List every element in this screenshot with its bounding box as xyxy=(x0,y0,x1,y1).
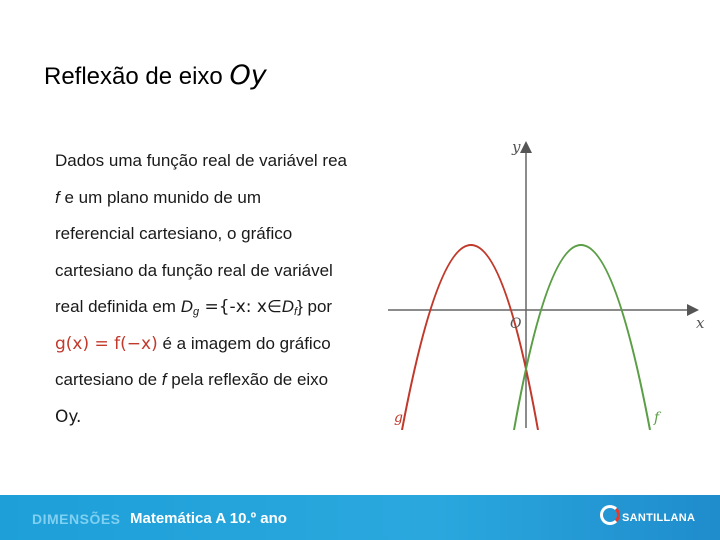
text-line-5-c: } por xyxy=(297,297,333,316)
footer-bar xyxy=(0,495,720,540)
text-line-7-b: pela reflexão de eixo xyxy=(166,370,329,389)
domain-symbol: D xyxy=(180,297,193,316)
curve-g xyxy=(402,245,538,430)
text-line-5 xyxy=(55,289,385,326)
text-line-1: Dados uma função real de variável rea xyxy=(55,151,347,170)
text-line-3: referencial cartesiano, o gráfico xyxy=(55,224,293,243)
reflection-graph xyxy=(380,130,720,430)
origin-label: O xyxy=(510,316,522,332)
course-title: Matemática A 10.º ano xyxy=(130,510,287,527)
text-line-6-rest: é a imagem do gráfico xyxy=(157,333,331,353)
f-curve-label: f xyxy=(654,410,660,426)
text-line-7 xyxy=(55,362,385,399)
curve-f xyxy=(514,245,650,430)
series-brand: DIMENSÕES xyxy=(32,511,121,527)
y-axis-label: y xyxy=(512,138,521,156)
text-line-2-rest: e um plano munido de um xyxy=(59,187,262,207)
domain-symbol-f: D xyxy=(281,297,295,316)
text-line-4: cartesiano da função real de variável xyxy=(55,260,333,280)
publisher-logo xyxy=(600,505,696,533)
text-line-7-a: cartesiano de xyxy=(55,370,162,389)
body-paragraph xyxy=(55,143,385,435)
text-line-6 xyxy=(55,326,385,363)
slide-title xyxy=(44,60,267,91)
title-text: Reflexão de eixo xyxy=(44,63,223,90)
f-symbol-2: f xyxy=(161,370,167,389)
reflection-formula: g(x) = f(−x) xyxy=(55,333,158,354)
f-symbol: f xyxy=(55,187,60,207)
text-line-8: Oy. xyxy=(55,406,82,427)
title-symbol: Oy xyxy=(229,60,267,91)
text-line-5-a: real definida em xyxy=(55,297,181,316)
set-expression: ={-x: x∈ xyxy=(199,297,282,317)
domain-sub-f: f xyxy=(294,306,298,318)
santillana-logo-icon xyxy=(600,505,620,525)
x-axis-label: x xyxy=(696,314,705,332)
text-line-2 xyxy=(55,180,385,217)
domain-sub-g: g xyxy=(192,306,200,318)
publisher-name: SANTILLANA xyxy=(622,512,696,524)
g-curve-label: g xyxy=(394,410,403,426)
